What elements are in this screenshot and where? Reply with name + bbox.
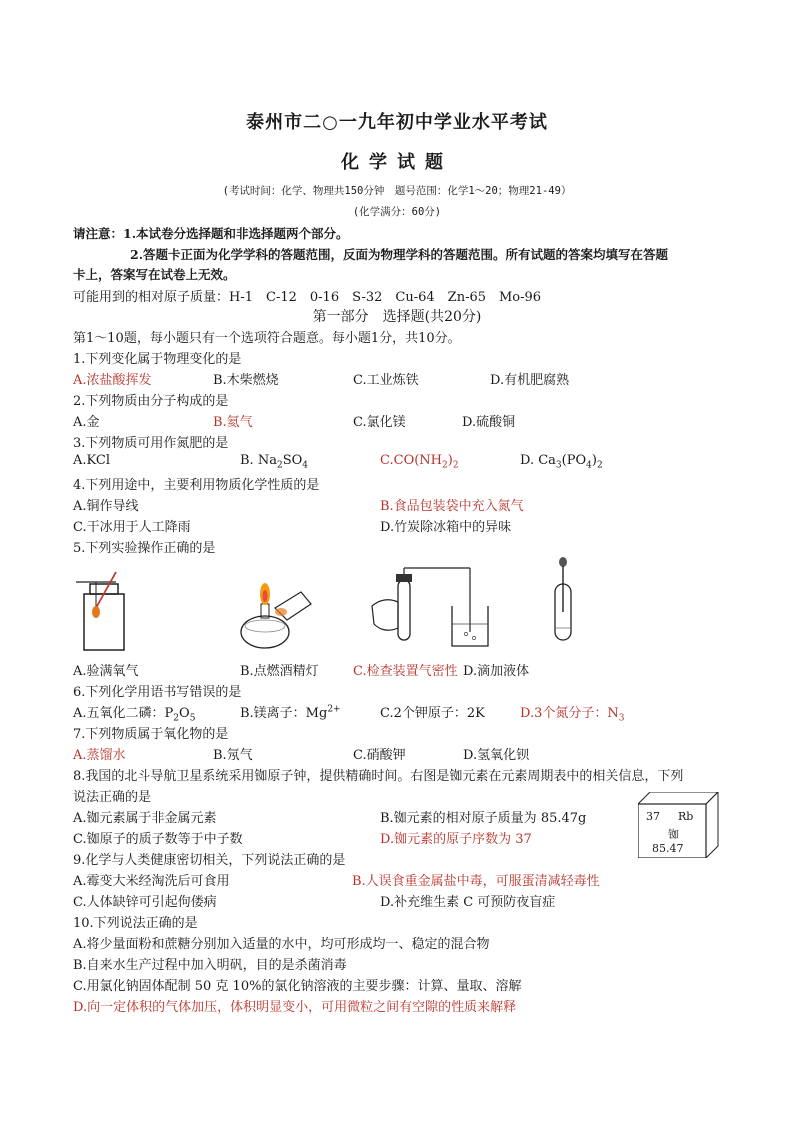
part-heading: 第一部分 选择题(共20分)	[312, 309, 482, 325]
q1-option-a: A.浓盐酸挥发	[73, 373, 152, 388]
q6-option-d: D.3个氮分子：$N_3$	[520, 706, 625, 724]
q2-option-c: C.氯化镁	[353, 415, 406, 430]
airtightness-check-figure	[370, 566, 495, 652]
q5-option-b: B.点燃酒精灯	[240, 664, 319, 679]
q6-option-a: A.五氧化二磷：$P_2O_5$	[73, 706, 196, 724]
q7-option-d: D.氢氧化钡	[463, 748, 530, 763]
element-atomic-number: 37	[646, 810, 660, 823]
q6-stem: 6.下列化学用语书写错误的是	[73, 685, 242, 700]
alcohol-lamp-figure	[235, 566, 315, 652]
atomic-mass-list: 可能用到的相对原子质量：H-1 C-12 0-16 S-32 Cu-64 Zn-65 Mo-96	[73, 290, 542, 305]
q9-option-d: D.补充维生素 C 可预防夜盲症	[380, 895, 556, 910]
q8-stem-line-1: 8.我国的北斗导航卫星系统采用铷原子钟，提供精确时间。右图是铷元素在元素周期表中的相关信息，下列	[73, 769, 684, 784]
exam-info: (考试时间：化学、物理共150分钟 题号范围：化学1～20；物理21-49）	[222, 185, 572, 197]
q7-option-a: A.蒸馏水	[73, 748, 126, 763]
part-instruction: 第1～10题，每小题只有一个选项符合题意。每小题1分，共10分。	[73, 331, 461, 346]
q6-option-b: B.镁离子：$Mg^{2+}$	[240, 704, 341, 721]
q10-option-b: B.自来水生产过程中加入明矾，目的是杀菌消毒	[73, 958, 347, 973]
q8-option-d: D.铷元素的原子序数为 37	[380, 832, 532, 847]
q3-stem: 3.下列物质可用作氮肥的是	[73, 436, 229, 451]
q5-option-c: C.检查装置气密性	[353, 664, 458, 679]
q4-option-d: D.竹炭除冰箱中的异味	[380, 520, 512, 535]
q9-option-c: C.人体缺锌可引起佝偻病	[73, 895, 217, 910]
q5-stem: 5.下列实验操作正确的是	[73, 541, 216, 556]
q2-option-d: D.硫酸铜	[462, 415, 516, 430]
q2-option-b: B.氦气	[213, 415, 253, 430]
q2-stem: 2.下列物质由分子构成的是	[73, 394, 229, 409]
q7-stem: 7.下列物质属于氧化物的是	[73, 727, 229, 742]
rubidium-element-card	[638, 800, 710, 858]
q3-option-a: A.KCl	[73, 453, 110, 468]
q10-option-a: A.将少量面粉和蔗糖分别加入适量的水中，均可形成均一、稳定的混合物	[73, 937, 490, 952]
q3-option-b: B. $Na_2SO_4$	[240, 453, 308, 471]
q4-option-a: A.铜作导线	[73, 499, 139, 514]
q10-option-c: C.用氯化钠固体配制 50 克 10%的氯化钠溶液的主要步骤：计算、量取、溶解	[73, 979, 522, 994]
element-atomic-mass: 85.47	[652, 842, 684, 855]
page-subtitle: 化学试题	[341, 152, 453, 173]
q4-stem: 4.下列用途中，主要利用物质化学性质的是	[73, 478, 320, 493]
q2-option-a: A.金	[73, 415, 100, 430]
q10-stem: 10.下列说法正确的是	[73, 916, 198, 931]
q9-option-a: A.霉变大米经淘洗后可食用	[73, 874, 230, 889]
q5-option-a: A.验满氧气	[73, 664, 139, 679]
q1-option-b: B.木柴燃烧	[213, 373, 279, 388]
page-title: 泰州市二○一九年初中学业水平考试	[246, 112, 548, 133]
q8-option-b: B.铷元素的相对原子质量为 85.47g	[380, 811, 587, 826]
q4-option-c: C.干冰用于人工降雨	[73, 520, 191, 535]
note-line-2: 2.答题卡正面为化学学科的答题范围，反面为物理学科的答题范围。所有试题的答案均填写在答题	[130, 247, 669, 262]
dropper-figure	[548, 556, 578, 646]
q1-stem: 1.下列变化属于物理变化的是	[73, 352, 242, 367]
note-line-3: 卡上，答案写在试卷上无效。	[73, 267, 236, 282]
q1-option-d: D.有机肥腐熟	[490, 373, 570, 388]
q9-stem: 9.化学与人类健康密切相关，下列说法正确的是	[73, 853, 346, 868]
q10-option-d: D.向一定体积的气体加压，体积明显变小，可用微粒之间有空隙的性质来解释	[73, 1000, 517, 1015]
q4-option-b: B.食品包装袋中充入氮气	[380, 499, 524, 514]
score-info: (化学满分：60分)	[352, 206, 442, 218]
oxygen-test-figure	[70, 568, 132, 652]
q5-option-d: D.滴加液体	[463, 664, 530, 679]
note-line-1: 请注意：1.本试卷分选择题和非选择题两个部分。	[73, 226, 349, 241]
element-name: 铷	[668, 828, 679, 841]
q9-option-b: B.人误食重金属盐中毒，可服蛋清减轻毒性	[352, 874, 600, 889]
element-symbol: Rb	[678, 810, 694, 823]
q3-option-c: $C.CO(NH_2)_2$	[380, 453, 459, 471]
q3-option-d: D. $Ca_3(PO_4)_2$	[520, 453, 603, 471]
q1-option-c: C.工业炼铁	[353, 373, 419, 388]
q6-option-c: C.2个钾原子：2K	[380, 706, 485, 721]
q8-option-c: C.铷原子的质子数等于中子数	[73, 832, 243, 847]
q7-option-c: C.硝酸钾	[353, 748, 406, 763]
q8-option-a: A.铷元素属于非金属元素	[73, 811, 217, 826]
q8-stem-line-2: 说法正确的是	[73, 790, 152, 805]
q7-option-b: B.氖气	[213, 748, 253, 763]
